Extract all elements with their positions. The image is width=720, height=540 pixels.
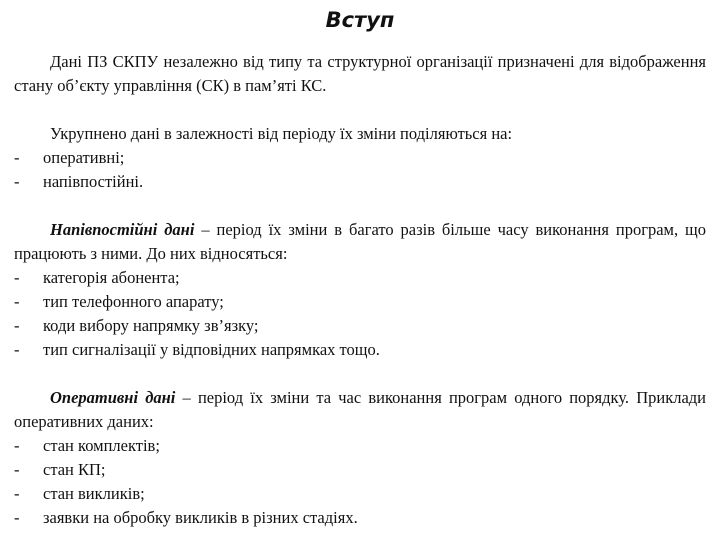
list-dash: - — [14, 316, 20, 335]
list-dash: - — [14, 292, 20, 311]
list-dash: - — [14, 268, 20, 287]
semipermanent-definition: – період їх зміни в багато разів більше часу виконання програм, що працюють з ними. До них відносяться: — [14, 220, 706, 263]
list-dash: - — [14, 148, 20, 167]
slide-title: Вступ — [325, 8, 395, 32]
list-item-text: категорія абонента; — [43, 268, 180, 287]
list-item-text: заявки на обробку викликів в різних стадіях. — [43, 508, 358, 527]
list-dash: - — [14, 172, 20, 191]
semipermanent-paragraph — [14, 218, 706, 266]
list-item-text: стан комплектів; — [43, 436, 160, 455]
grouping-list — [14, 146, 706, 194]
list-item — [14, 506, 706, 530]
list-item — [14, 314, 706, 338]
list-item-text: напівпостійні. — [43, 172, 144, 191]
list-dash: - — [14, 508, 20, 527]
list-item — [14, 338, 706, 362]
operative-list — [14, 434, 706, 530]
list-dash: - — [14, 436, 20, 455]
list-item-text: стан КП; — [43, 460, 106, 479]
list-item — [14, 170, 706, 194]
list-dash: - — [14, 340, 20, 359]
operative-paragraph — [14, 386, 706, 434]
list-item-text: тип сигналізації у відповідних напрямках тощо. — [43, 340, 380, 359]
operative-term: Оперативні дані — [50, 388, 176, 407]
list-dash: - — [14, 484, 20, 503]
list-dash: - — [14, 460, 20, 479]
grouping-paragraph: Укрупнено дані в залежності від періоду їх зміни поділяються на: — [50, 124, 513, 143]
list-item — [14, 434, 706, 458]
list-item — [14, 146, 706, 170]
semipermanent-list — [14, 266, 706, 362]
list-item-text: тип телефонного апарату; — [43, 292, 224, 311]
slide-body — [14, 50, 706, 530]
operative-definition: – період їх зміни та час виконання програм одного порядку. Приклади оперативних даних: — [14, 388, 706, 431]
list-item — [14, 266, 706, 290]
list-item-text: коди вибору напрямку зв’язку; — [43, 316, 259, 335]
semipermanent-term: Напівпостійні дані — [50, 220, 195, 239]
list-item-text: оперативні; — [43, 148, 125, 167]
list-item-text: стан викликів; — [43, 484, 145, 503]
list-item — [14, 290, 706, 314]
list-item — [14, 458, 706, 482]
list-item — [14, 482, 706, 506]
intro-paragraph: Дані ПЗ СКПУ незалежно від типу та структурної організації призначені для відображення стану об’єкту управління (СК) в пам’яті КС. — [14, 52, 706, 95]
